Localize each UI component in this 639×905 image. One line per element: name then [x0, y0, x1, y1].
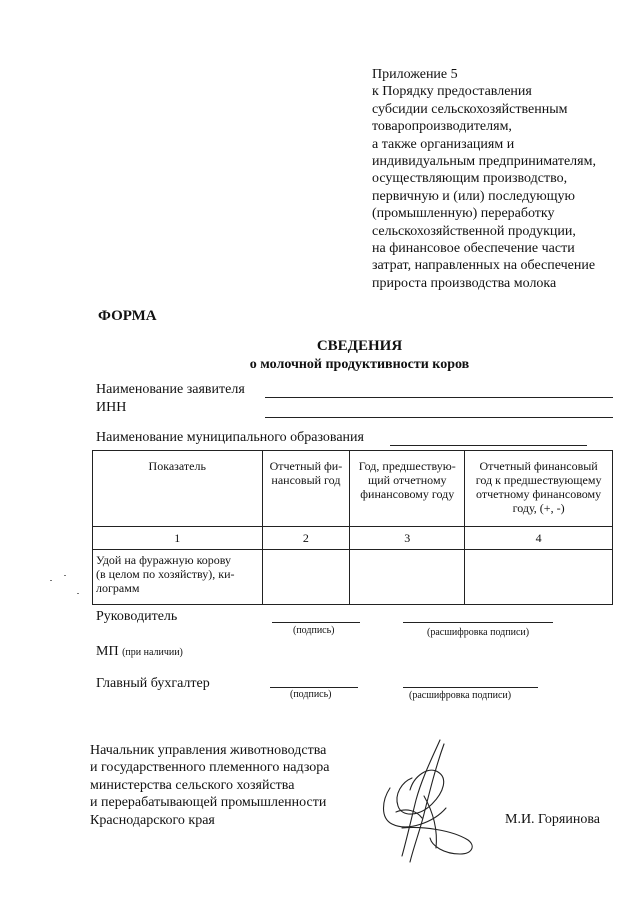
position-line: Краснодарского края	[90, 812, 215, 828]
form-label: ФОРМА	[98, 308, 157, 324]
appendix-line: прироста производства молока	[372, 275, 557, 291]
accountant-decoding-line	[403, 687, 538, 688]
handwritten-signature	[372, 738, 482, 868]
applicant-label: Наименование заявителя	[96, 382, 245, 397]
head-label: Руководитель	[96, 609, 178, 624]
accountant-signature-line	[270, 687, 358, 688]
position-line: и государственного племенного надзора	[90, 760, 330, 776]
inn-label: ИНН	[96, 400, 127, 415]
accountant-label: Главный бухгалтер	[96, 676, 210, 691]
document-title: СВЕДЕНИЯ	[316, 338, 403, 354]
appendix-line: осуществляющим производство,	[372, 171, 568, 187]
applicant-line	[265, 397, 613, 398]
appendix-line: товаропроизводителям,	[372, 119, 512, 135]
column-number: 4	[465, 527, 613, 550]
position-line: Начальник управления животноводства	[90, 743, 327, 758]
appendix-line: на финансовое обеспечение части	[372, 241, 575, 257]
stamp-hint: (при наличии)	[122, 647, 183, 658]
appendix-note	[372, 66, 632, 292]
inn-line	[265, 417, 613, 418]
position-line: и перерабатывающей промышленности	[90, 795, 327, 811]
appendix-line: (промышленную) переработку	[372, 206, 555, 222]
scan-speck	[50, 580, 52, 581]
scan-speck	[77, 593, 79, 594]
municipality-label: Наименование муниципального образования	[96, 430, 364, 445]
municipality-line	[390, 445, 587, 446]
head-signature-line	[272, 622, 360, 623]
appendix-line: Приложение 5	[372, 67, 458, 82]
signatory-name: М.И. Горяинова	[505, 812, 600, 827]
table-number-row	[93, 527, 613, 550]
accountant-signature-hint: (подпись)	[290, 689, 332, 700]
table-header: Показатель	[93, 451, 263, 527]
table-row	[93, 550, 613, 605]
head-decoding-line	[403, 622, 553, 623]
table-header-row	[93, 451, 613, 527]
document-subtitle: о молочной продуктивности коров	[249, 357, 470, 372]
column-number: 3	[350, 527, 465, 550]
table-header: Год, предшествую- щий отчетному финансовому году	[350, 451, 465, 527]
appendix-line: к Порядку предоставления	[372, 84, 532, 100]
signatory-position	[90, 742, 329, 829]
appendix-line: субсидии сельскохозяйственным	[372, 101, 568, 117]
column-number: 1	[93, 527, 263, 550]
scan-speck	[64, 575, 66, 576]
value-cell[interactable]	[465, 550, 613, 605]
appendix-line: сельскохозяйственной продукции,	[372, 223, 576, 239]
productivity-table	[92, 450, 613, 605]
table-header: Отчетный финансовый год к предшествующему отчетному финансовому году, (+, -)	[465, 451, 613, 527]
value-cell[interactable]	[262, 550, 350, 605]
appendix-line: индивидуальным предпринимателям,	[372, 154, 596, 170]
head-signature-hint: (подпись)	[293, 625, 335, 636]
head-decoding-hint: (расшифровка подписи)	[427, 627, 530, 638]
value-cell[interactable]	[350, 550, 465, 605]
appendix-line: первичную и (или) последующую	[372, 188, 575, 204]
column-number: 2	[262, 527, 350, 550]
indicator-cell: Удой на фуражную корову (в целом по хозяйству), ки- лограмм	[93, 550, 263, 605]
stamp-label	[96, 644, 183, 660]
appendix-line: затрат, направленных на обеспечение	[372, 258, 596, 274]
table-header: Отчетный фи- нансовый год	[262, 451, 350, 527]
appendix-line: а также организациям и	[372, 136, 515, 152]
position-line: министерства сельского хозяйства	[90, 777, 295, 793]
accountant-decoding-hint: (расшифровка подписи)	[409, 690, 512, 701]
stamp-mark: МП	[96, 644, 119, 659]
